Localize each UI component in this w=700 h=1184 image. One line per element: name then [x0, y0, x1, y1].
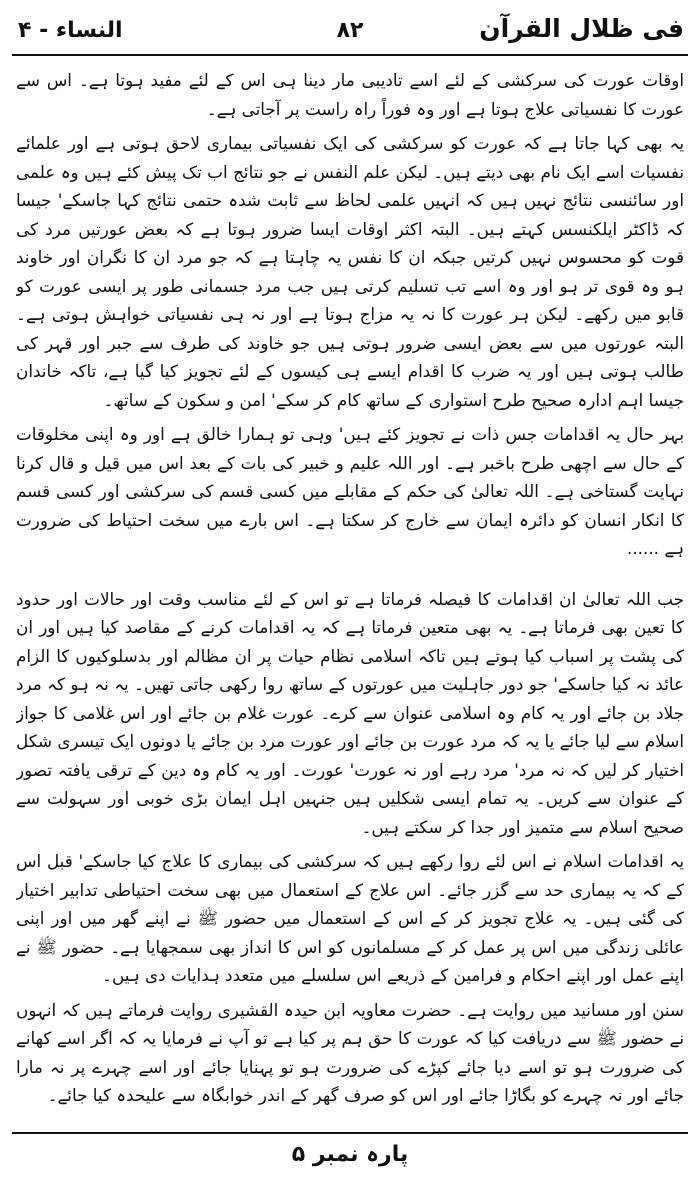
- paragraph: یہ اقدامات اسلام نے اس لئے روا رکھے ہیں کہ سرکشی کی بیماری کا علاج کیا جاسکے' قبل اس کے کہ یہ بیماری حد سے گزر جائے۔ اس علاج کے استعمال میں بھی سخت احتیاطی تدابیر اختیار کی گئی ہیں۔ یہ علاج تجویز کر کے اس کے استعمال میں حضور ﷺ نے اپنے گھر میں اور اپنی عائلی زندگی میں اس پر عمل کر کے مسلمانوں کو اس کا انداز بھی سمجھایا ہے۔ حضور ﷺ نے اپنے عمل اور اپنے احکام و فرامین کے ذریعے اس سلسلے میں متعدد ہدایات دی ہیں۔: [16, 851, 684, 985]
- header-divider: [12, 54, 688, 56]
- paragraph: سنن اور مسانید میں روایت ہے۔ حضرت معاویہ ابن حیدہ القشیری روایت فرماتے ہیں کہ انہوں نے حضور ﷺ سے دریافت کیا کہ عورت کا حق ہم پر کیا ہے تو آپ نے فرمایا یہ کہ اگر اسے کھانے کی ضرورت ہو تو اسے دیا جائے کپڑے کی ضرورت ہو تو پہنایا جائے اور اسے چہرے پر نہ مارا جائے اور نہ چہرے کو بگاڑا جائے اور اس کو صرف گھر کے اندر خوابگاہ سے علیحدہ کیا جائے۔: [16, 999, 684, 1105]
- page-number: ۸۲: [336, 18, 364, 43]
- paragraph: جب اللہ تعالیٰ ان اقدامات کا فیصلہ فرماتا ہے تو اس کے لئے مناسب وقت اور حالات اور حدود کا تعین بھی فرماتا ہے۔ یہ بھی متعین فرماتا ہے کہ یہ اقدامات کرنے کے مقاصد کیا ہیں اور ان کی پشت پر اسباب کیا ہوتے ہیں تاکہ اسلامی نظام حیات پر ان مظالم اور بدسلوکیوں کا الزام عائد نہ کیا جاسکے' جو دور جاہلیت میں عورتوں کے ساتھ روا رکھی جاتی تھیں۔ یہ نہ ہو کہ مرد جلاد بن جائے اور یہ کام وہ اسلامی عنوان سے کرے۔ عورت غلام بن جائے اور اس غلامی کا جواز اسلام سے لیا جائے یا یہ کہ مرد عورت بن جائے اور عورت مرد بن جائے یا دونوں ایک تیسری شکل اختیار کر لیں کہ نہ مرد' مرد رہے اور نہ عورت' عورت۔ اور یہ کام وہ دین کے ترقی یافتہ تصور کے عنوان سے کریں۔ یہ تمام ایسی شکلیں ہیں جنہیں اہل ایمان بڑی خوبی اور سہولت سے صحیح اسلام سے متمیز اور جدا کر سکتے ہیں۔: [16, 588, 684, 837]
- part-number: پارہ نمبر ۵: [291, 1142, 409, 1167]
- footer-divider: [12, 1132, 688, 1134]
- paragraph: اوقات عورت کی سرکشی کے لئے اسے تادیبی مار دینا ہی اس کے لئے مفید ہوتا ہے۔ اس سے عورت کا نفسیاتی علاج ہوتا ہے اور وہ فوراً راہ راست پر آجاتی ہے۔: [16, 70, 684, 119]
- paragraph: بہر حال یہ اقدامات جس ذات نے تجویز کئے ہیں' وہی تو ہمارا خالق ہے اور وہ اپنی مخلوقات کے حال سے اچھی طرح باخبر ہے۔ اور اللہ علیم و خبیر کی بات کے بعد اس میں قیل و قال کرنا نہایت گستاخی ہے۔ اللہ تعالیٰ کی حکم کے مقابلے میں کسی قسم کی سرکشی اور کسی قسم کا انکار انسان کو دائرہ ایمان سے خارج کر سکتا ہے۔ اس بارے میں سخت احتیاط کی ضرورت ہے ......: [16, 424, 684, 558]
- main-text: [16, 66, 684, 1126]
- paragraph: یہ بھی کہا جاتا ہے کہ عورت کو سرکشی کی ایک نفسیاتی بیماری لاحق ہوتی ہے اور علمائے نفسیات اسے ایک نام بھی دیتے ہیں۔ لیکن علم النفس نے جو نتائج اب تک پیش کئے ہیں وہ علمی اور سائنسی نتائج نہیں ہیں کہ انہیں علمی لحاظ سے ثابت شدہ حتمی نتائج کہا جاسکے' جیسا کہ ڈاکٹر ایلکنسس کہتے ہیں۔ البتہ اکثر اوقات ایسا ضرور ہوتا ہے کہ بعض عورتیں مرد کی قوت کو محسوس نہیں کرتیں جبکہ ان کا نفس یہ چاہتا ہے کہ جو مرد ان کا نگران اور خاوند ہو وہ قوی تر ہو اور وہ اسے تب تسلیم کرتی ہیں جب مرد جسمانی طور پر ایسی عورت کو قابو میں رکھے۔ لیکن ہر عورت کا نہ یہ مزاج ہوتا ہے اور نہ ہی نفسیاتی خواہش ہوتی ہے۔ البتہ عورتوں میں سے بعض ایسی ضرور ہوتی ہیں جو خاوند کی طرف سے جبر اور قہر کی طالب ہوتی ہیں اور یہ ضرب کا اقدام ایسے ہی کیسوں کے لئے تجویز کیا گیا ہے، تاکہ خاندان جیسا اہم ادارہ صحیح طرح استواری کے ساتھ کام کر سکے' امن و سکون کے ساتھ۔: [16, 133, 684, 410]
- page-header: [12, 10, 688, 52]
- book-title: فی ظلال القرآن: [479, 14, 684, 43]
- surah-reference: النساء - ۴: [18, 18, 123, 43]
